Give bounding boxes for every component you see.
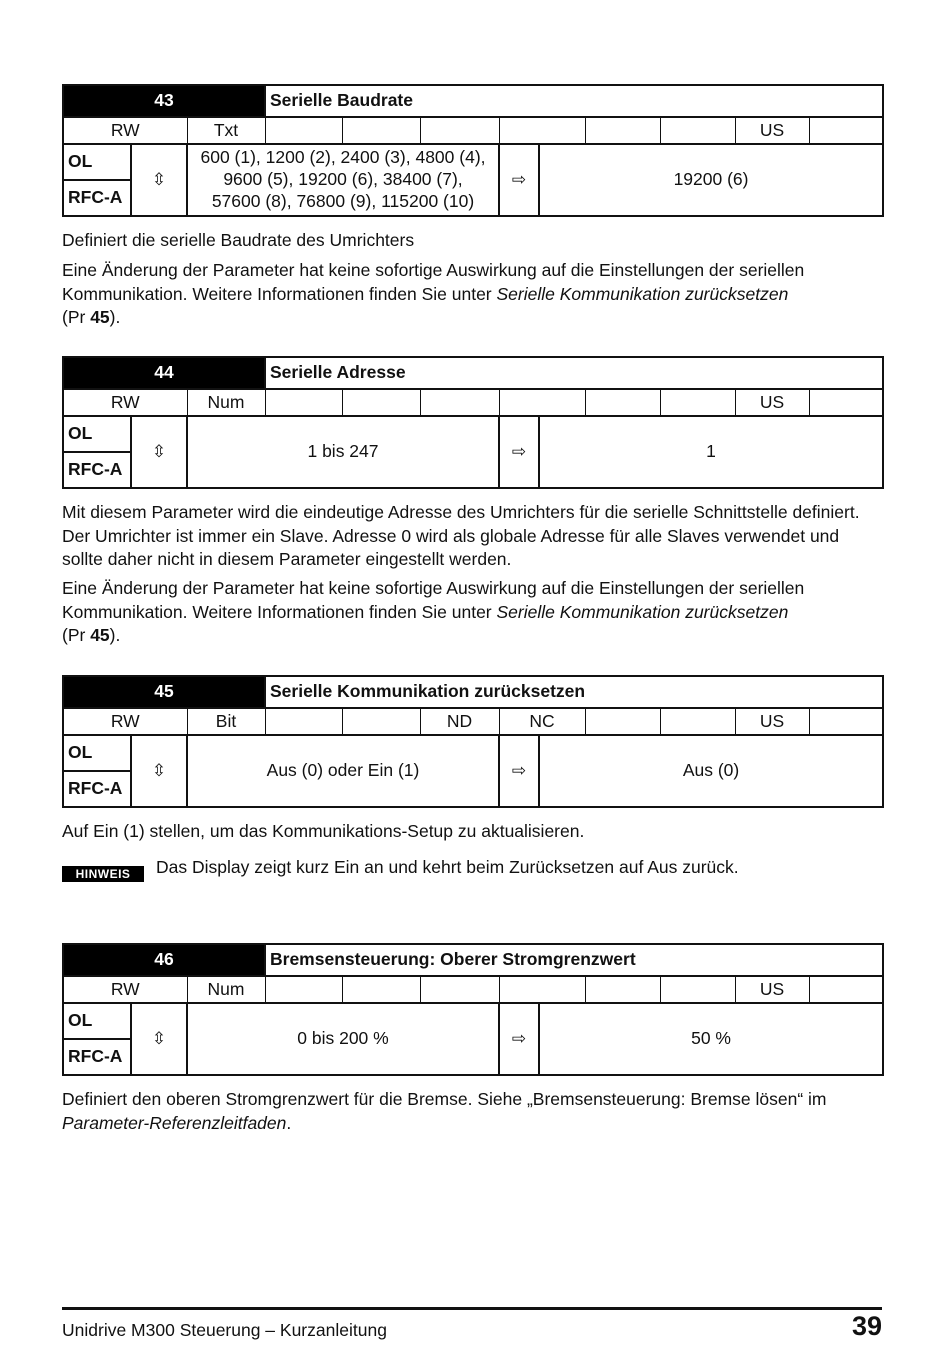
pr-suffix: ). bbox=[109, 307, 121, 327]
flag-cell bbox=[809, 976, 883, 1003]
footer-rule bbox=[62, 1307, 882, 1310]
flag-cell bbox=[585, 708, 660, 735]
flag-cell: Num bbox=[187, 976, 265, 1003]
param-45-description: Auf Ein (1) stellen, um das Kommunikations-Setup zu aktualisieren. bbox=[62, 821, 585, 841]
flag-cell bbox=[809, 708, 883, 735]
flag-cell bbox=[342, 117, 420, 144]
flag-cell: RW bbox=[63, 117, 187, 144]
mode-rfc-a: RFC-A bbox=[63, 180, 131, 216]
description-text: Definiert den oberen Stromgrenzwert für die Bremse. Siehe „Bremsensteuerung: Bremse lösen“ im bbox=[62, 1089, 827, 1109]
param-table-43 bbox=[62, 84, 884, 217]
flag-cell bbox=[660, 389, 735, 416]
note-text: Das Display zeigt kurz Ein an und kehrt beim Zurücksetzen auf Aus zurück. bbox=[156, 857, 739, 877]
param-title: Serielle Kommunikation zurücksetzen bbox=[265, 676, 883, 708]
mode-rfc-a: RFC-A bbox=[63, 452, 131, 488]
mode-ol: OL bbox=[63, 735, 131, 771]
flag-cell: US bbox=[735, 117, 809, 144]
flag-cell: RW bbox=[63, 389, 187, 416]
param-default: 19200 (6) bbox=[539, 144, 883, 216]
param-43-change-note bbox=[62, 259, 882, 330]
flag-cell bbox=[265, 117, 342, 144]
flag-cell bbox=[809, 389, 883, 416]
mode-ol: OL bbox=[63, 1003, 131, 1039]
footer-title: Unidrive M300 Steuerung – Kurzanleitung bbox=[62, 1320, 387, 1340]
flag-cell bbox=[342, 976, 420, 1003]
range-arrows-icon: ⇳ bbox=[131, 416, 187, 488]
param-default: 1 bbox=[539, 416, 883, 488]
pr-suffix: ). bbox=[109, 625, 121, 645]
mode-ol: OL bbox=[63, 416, 131, 452]
flag-cell: Txt bbox=[187, 117, 265, 144]
range-arrows-icon: ⇳ bbox=[131, 735, 187, 807]
param-default: 50 % bbox=[539, 1003, 883, 1075]
flag-cell bbox=[660, 708, 735, 735]
flag-cell: Num bbox=[187, 389, 265, 416]
flag-cell: US bbox=[735, 976, 809, 1003]
param-title: Serielle Adresse bbox=[265, 357, 883, 389]
param-number: 44 bbox=[63, 357, 265, 389]
param-title: Serielle Baudrate bbox=[265, 85, 883, 117]
reference-guide: Parameter-Referenzleitfaden bbox=[62, 1112, 287, 1133]
flag-cell: RW bbox=[63, 708, 187, 735]
param-title: Bremsensteuerung: Oberer Stromgrenzwert bbox=[265, 944, 883, 976]
default-arrow-icon: ⇨ bbox=[499, 144, 539, 216]
flag-cell bbox=[420, 389, 499, 416]
param-44-description: Mit diesem Parameter wird die eindeutige Adresse des Umrichters für die serielle Schnittstelle definiert. Der Umrichter ist immer ein Slave. Adresse 0 wird als globale Adresse für alle Slaves verwendet und sollte daher nicht in diesem Parameter eingestellt werden. bbox=[62, 502, 860, 569]
flag-cell bbox=[585, 976, 660, 1003]
note-badge: HINWEIS bbox=[62, 866, 144, 882]
sentence-end: . bbox=[286, 1112, 292, 1133]
flag-cell bbox=[420, 976, 499, 1003]
page-number: 39 bbox=[851, 1311, 882, 1341]
param-range bbox=[187, 144, 499, 216]
flag-cell bbox=[660, 117, 735, 144]
flag-cell bbox=[660, 976, 735, 1003]
range-arrows-icon: ⇳ bbox=[131, 1003, 187, 1075]
flag-cell bbox=[342, 389, 420, 416]
flag-cell bbox=[265, 708, 342, 735]
param-number: 43 bbox=[63, 85, 265, 117]
param-number: 45 bbox=[63, 676, 265, 708]
param-range: 1 bis 247 bbox=[187, 416, 499, 488]
default-arrow-icon: ⇨ bbox=[499, 416, 539, 488]
param-46-description bbox=[62, 1088, 882, 1135]
param-44-change-note bbox=[62, 577, 882, 648]
reference-link: Serielle Kommunikation zurücksetzen bbox=[496, 283, 789, 304]
reference-link: Serielle Kommunikation zurücksetzen bbox=[496, 601, 789, 622]
flag-cell bbox=[499, 117, 585, 144]
range-arrows-icon: ⇳ bbox=[131, 144, 187, 216]
flag-cell bbox=[585, 117, 660, 144]
param-default: Aus (0) bbox=[539, 735, 883, 807]
flag-cell bbox=[585, 389, 660, 416]
flag-cell bbox=[420, 117, 499, 144]
change-note-text: Eine Änderung der Parameter hat keine sofortige Auswirkung auf die Einstellungen der seriellen Kommunikation. Weitere Informationen finden Sie unter bbox=[62, 260, 805, 304]
default-arrow-icon: ⇨ bbox=[499, 1003, 539, 1075]
flag-cell: Bit bbox=[187, 708, 265, 735]
pr-prefix: (Pr bbox=[62, 625, 91, 645]
param-range: Aus (0) oder Ein (1) bbox=[187, 735, 499, 807]
param-43-description: Definiert die serielle Baudrate des Umrichters bbox=[62, 230, 415, 250]
param-table-45 bbox=[62, 675, 884, 808]
range-line: 600 (1), 1200 (2), 2400 (3), 4800 (4), bbox=[200, 147, 486, 168]
range-line: 9600 (5), 19200 (6), 38400 (7), bbox=[223, 169, 463, 190]
flag-cell: ND bbox=[420, 708, 499, 735]
flag-cell bbox=[499, 976, 585, 1003]
flag-cell: NC bbox=[499, 708, 585, 735]
param-number: 46 bbox=[63, 944, 265, 976]
flag-cell bbox=[265, 389, 342, 416]
flag-cell: RW bbox=[63, 976, 187, 1003]
flag-cell: US bbox=[735, 389, 809, 416]
mode-rfc-a: RFC-A bbox=[63, 771, 131, 807]
mode-ol: OL bbox=[63, 144, 131, 180]
flag-cell: US bbox=[735, 708, 809, 735]
flag-cell bbox=[265, 976, 342, 1003]
param-table-46 bbox=[62, 943, 884, 1076]
pr-number: 45 bbox=[90, 625, 110, 645]
flag-cell bbox=[342, 708, 420, 735]
default-arrow-icon: ⇨ bbox=[499, 735, 539, 807]
pr-number: 45 bbox=[90, 307, 110, 327]
flag-cell bbox=[809, 117, 883, 144]
param-table-44 bbox=[62, 356, 884, 489]
param-range: 0 bis 200 % bbox=[187, 1003, 499, 1075]
mode-rfc-a: RFC-A bbox=[63, 1039, 131, 1075]
flag-cell bbox=[499, 389, 585, 416]
range-line: 57600 (8), 76800 (9), 115200 (10) bbox=[211, 190, 475, 211]
pr-prefix: (Pr bbox=[62, 307, 91, 327]
change-note-text: Eine Änderung der Parameter hat keine sofortige Auswirkung auf die Einstellungen der seriellen Kommunikation. Weitere Informationen finden Sie unter bbox=[62, 578, 805, 622]
